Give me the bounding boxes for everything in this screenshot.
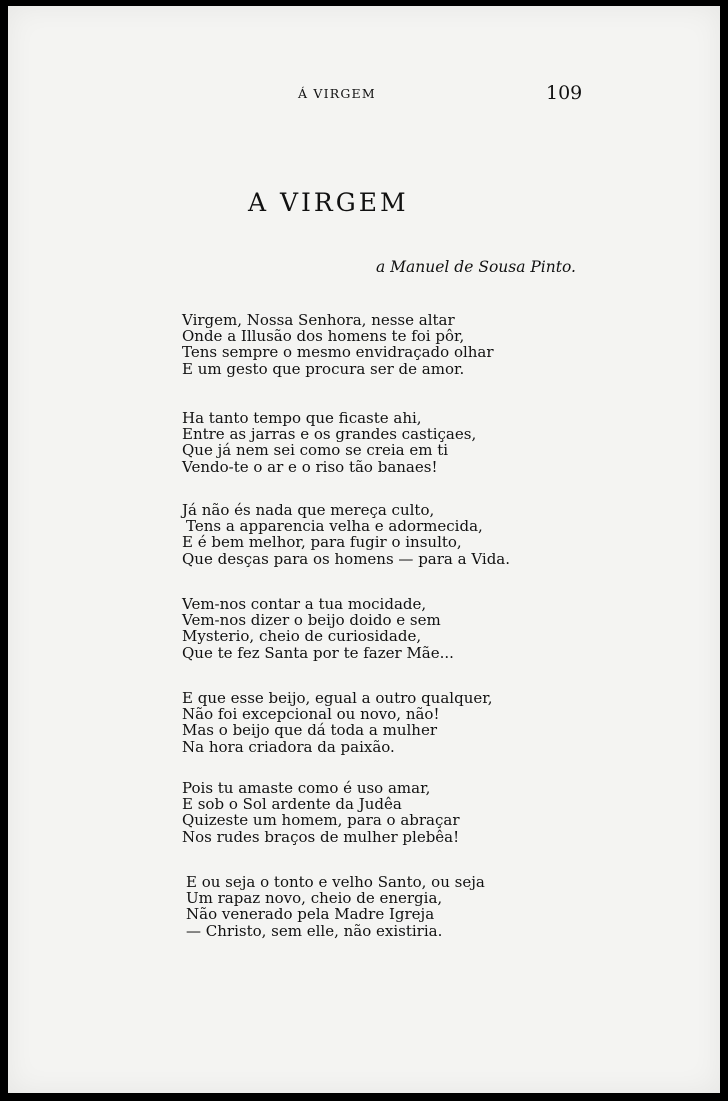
verse-line: Mysterio, cheio de curiosidade, <box>182 627 422 646</box>
verse-line: Que desças para os homens — para a Vida. <box>182 549 511 568</box>
verse-line: Mas o beijo que dá toda a mulher <box>182 721 437 740</box>
stanza-6 <box>182 780 460 845</box>
book-page <box>8 6 720 1093</box>
stanza-4 <box>182 596 454 661</box>
page-number: 109 <box>546 82 583 104</box>
verse-line: Já não és nada que mereça culto, <box>182 501 435 519</box>
stanza-7 <box>186 874 485 939</box>
verse-line: E sob o Sol ardente da Judêa <box>182 795 402 814</box>
verse-line: Não foi excepcional ou novo, não! <box>182 705 440 724</box>
verse-line: — Christo, sem elle, não existiria. <box>186 921 443 940</box>
verse-line: Vem-nos contar a tua mocidade, <box>182 595 427 613</box>
verse-line: Que já nem sei como se creia em ti <box>182 441 449 460</box>
poem-title: A VIRGEM <box>248 188 409 217</box>
verse-line: Virgem, Nossa Senhora, nesse altar <box>182 311 455 329</box>
verse-line: Entre as jarras e os grandes castiçaes, <box>182 425 477 444</box>
verse-line: Tens a apparencia velha e adormecida, <box>186 517 483 536</box>
verse-line: E é bem melhor, para fugir o insulto, <box>182 533 462 552</box>
verse-line: E que esse beijo, egual a outro qualquer, <box>182 689 493 707</box>
stanza-3 <box>182 502 510 567</box>
running-head: Á VIRGEM <box>298 86 376 101</box>
poem-dedication: a Manuel de Sousa Pinto. <box>376 258 576 276</box>
verse-line: Pois tu amaste como é uso amar, <box>182 779 431 797</box>
verse-line: Ha tanto tempo que ficaste ahi, <box>182 409 422 427</box>
stanza-2 <box>182 410 476 475</box>
stanza-1 <box>182 312 494 377</box>
verse-line: Quizeste um homem, para o abraçar <box>182 811 460 830</box>
stanza-5 <box>182 690 493 755</box>
verse-line: E ou seja o tonto e velho Santo, ou seja <box>186 873 485 891</box>
verse-line: Onde a Illusão dos homens te foi pôr, <box>182 327 465 346</box>
verse-line: Tens sempre o mesmo envidraçado olhar <box>182 343 494 362</box>
verse-line: Um rapaz novo, cheio de energia, <box>186 889 443 908</box>
verse-line: Vem-nos dizer o beijo doido e sem <box>182 611 441 630</box>
verse-line: Não venerado pela Madre Igreja <box>186 905 435 924</box>
verse-line: Vendo-te o ar e o riso tão banaes! <box>182 457 438 476</box>
verse-line: Nos rudes braços de mulher plebêa! <box>182 827 460 846</box>
verse-line: E um gesto que procura ser de amor. <box>182 359 465 378</box>
verse-line: Que te fez Santa por te fazer Mãe... <box>182 643 454 662</box>
verse-line: Na hora criadora da paixão. <box>182 737 395 756</box>
